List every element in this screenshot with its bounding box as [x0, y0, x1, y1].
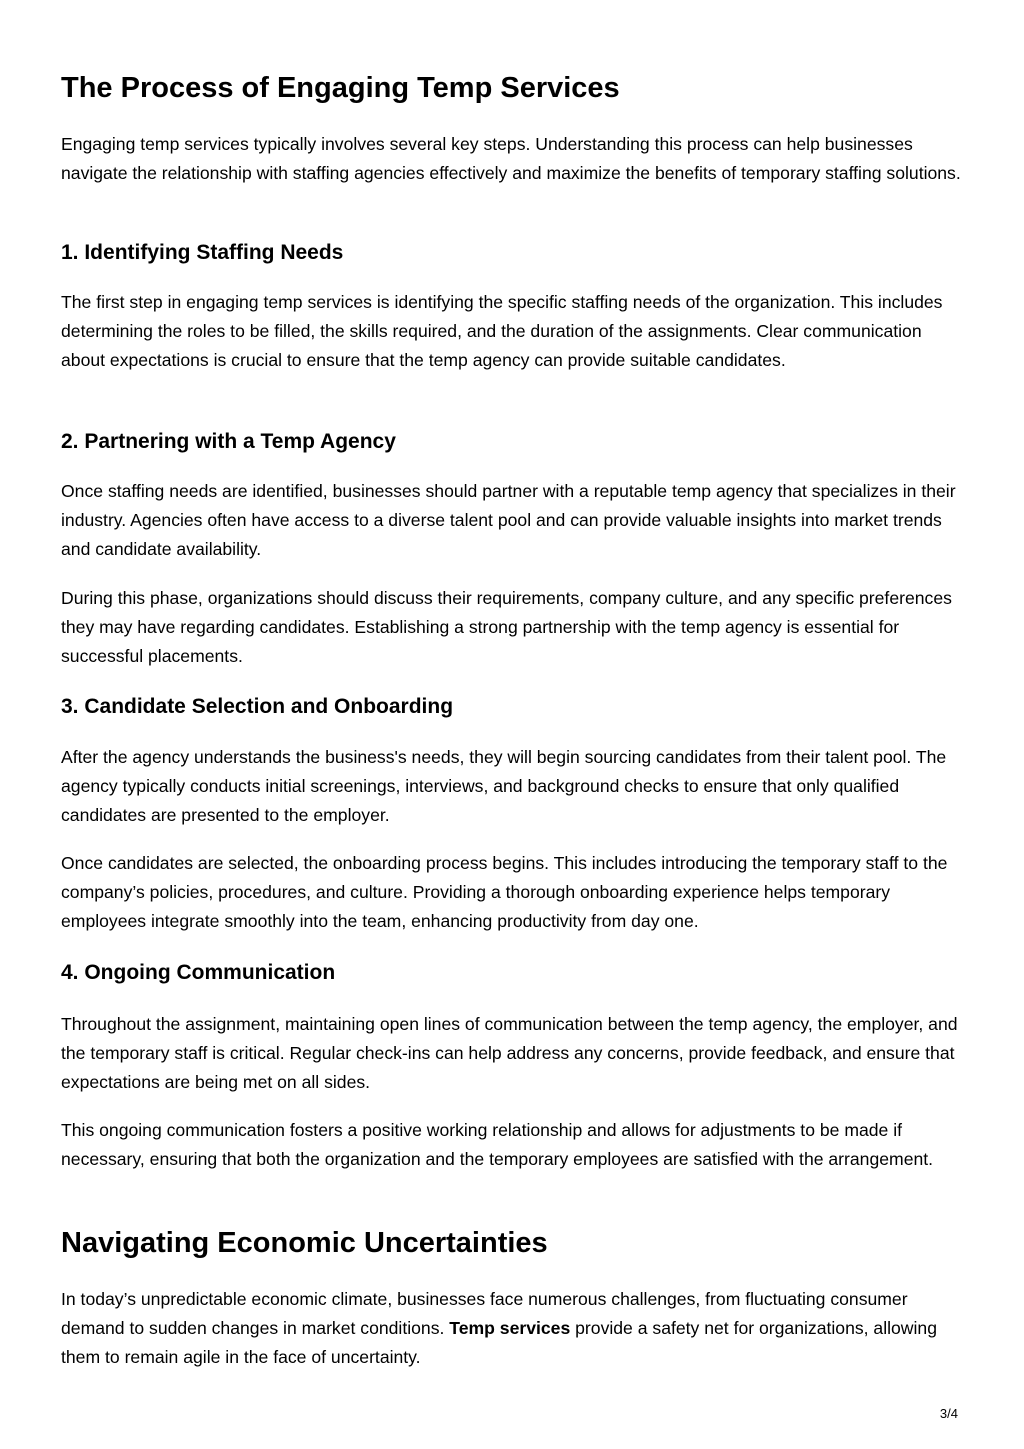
- paragraph-partnering-1: Once staffing needs are identified, businesses should partner with a reputable temp agency that specializes in their industry. Agencies often have access to a diverse talent pool and can provide valuable insights into market trends and candidate availability.: [61, 481, 956, 559]
- economic-text-start: In today’s unpredictable economic climate, businesses face numerous challenges, from fluctuating consumer demand to sudden changes in market conditions.: [61, 1289, 908, 1338]
- section-heading-process: The Process of Engaging Temp Services: [61, 72, 620, 104]
- subheading-ongoing-communication: 4. Ongoing Communication: [61, 961, 336, 984]
- paragraph-identifying-needs: The first step in engaging temp services is identifying the specific staffing needs of the organization. This includes determining the roles to be filled, the skills required, and the duration of the assignments. Clear communication about expectations is crucial to ensure that the temp agency can provide suitable candidates.: [61, 292, 943, 370]
- economic-text-end: provide a safety net for organizations, allowing them to remain agile in the face of uncertainty.: [61, 1318, 937, 1367]
- paragraph-economic: [61, 1285, 967, 1372]
- temp-services-bold: Temp services: [449, 1318, 571, 1338]
- subheading-partnering: 2. Partnering with a Temp Agency: [61, 430, 396, 453]
- subheading-candidate-selection: 3. Candidate Selection and Onboarding: [61, 695, 454, 718]
- subheading-identifying-needs: 1. Identifying Staffing Needs: [61, 241, 344, 264]
- paragraph-communication-1: Throughout the assignment, maintaining open lines of communication between the temp agency, the employer, and the temporary staff is critical. Regular check-ins can help address any concerns, provide feedback, and ensure that expectations are being met on all sides.: [61, 1014, 958, 1092]
- paragraph-partnering-2: During this phase, organizations should discuss their requirements, company culture, and any specific preferences they may have regarding candidates. Establishing a strong partnership with the temp agency is essential for successful placements.: [61, 588, 952, 666]
- intro-paragraph: Engaging temp services typically involves several key steps. Understanding this process can help businesses navigate the relationship with staffing agencies effectively and maximize the benefits of temporary staffing solutions.: [61, 134, 961, 183]
- page-number: 3/4: [939, 1406, 958, 1421]
- paragraph-communication-2: This ongoing communication fosters a positive working relationship and allows for adjustments to be made if necessary, ensuring that both the organization and the temporary employees are satisfied with the arrangement.: [61, 1120, 934, 1169]
- paragraph-candidate-selection-2: Once candidates are selected, the onboarding process begins. This includes introducing the temporary staff to the company’s policies, procedures, and culture. Providing a thorough onboarding experience helps temporary employees integrate smoothly into the team, enhancing productivity from day one.: [61, 853, 948, 931]
- paragraph-candidate-selection-1: After the agency understands the business's needs, they will begin sourcing candidates from their talent pool. The agency typically conducts initial screenings, interviews, and background checks to ensure that only qualified candidates are presented to the employer.: [61, 747, 947, 825]
- section-heading-economic: Navigating Economic Uncertainties: [61, 1227, 548, 1259]
